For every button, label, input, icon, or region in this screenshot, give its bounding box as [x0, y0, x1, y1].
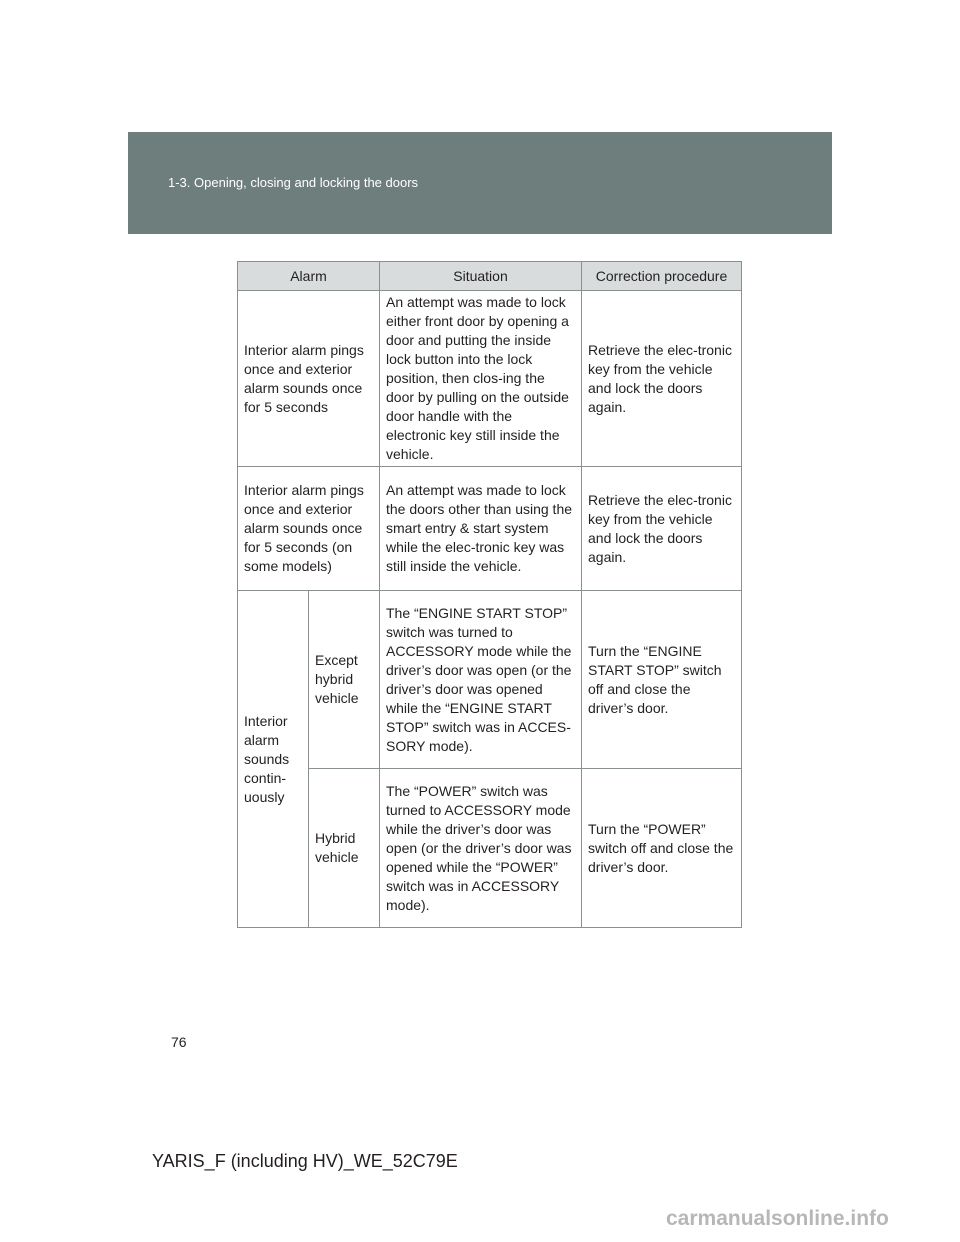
- column-header-correction: Correction procedure: [582, 262, 742, 291]
- table-header-row: [238, 262, 742, 291]
- alarm-table: [237, 261, 742, 928]
- situation-cell: An attempt was made to lock either front door by opening a door and putting the inside lock button into the lock position, then clos-ing the door by pulling on the outside door handle with the electronic key still inside the vehicle.: [380, 291, 582, 467]
- watermark-logo: carmanualsonline.info: [666, 1207, 889, 1230]
- situation-cell: The “ENGINE START STOP” switch was turned to ACCESSORY mode while the driver’s door was open (or the driver’s door was opened while the “ENGINE START STOP” switch was in ACCES-SORY mode).: [380, 591, 582, 769]
- correction-cell: Turn the “POWER” switch off and close the driver’s door.: [582, 769, 742, 928]
- section-header-band: [128, 132, 832, 234]
- column-header-alarm: Alarm: [238, 262, 380, 291]
- table-row: [238, 591, 742, 769]
- column-header-situation: Situation: [380, 262, 582, 291]
- vehicle-type-cell: Hybrid vehicle: [309, 769, 380, 928]
- table-row: [238, 467, 742, 591]
- correction-cell: Retrieve the elec-tronic key from the vehicle and lock the doors again.: [582, 467, 742, 591]
- section-title: 1-3. Opening, closing and locking the doors: [168, 175, 419, 190]
- correction-cell: Retrieve the elec-tronic key from the vehicle and lock the doors again.: [582, 291, 742, 467]
- table-row: [238, 769, 742, 928]
- correction-cell: Turn the “ENGINE START STOP” switch off and close the driver’s door.: [582, 591, 742, 769]
- alarm-cell: Interior alarm pings once and exterior alarm sounds once for 5 seconds (on some models): [238, 467, 380, 591]
- table-row: [238, 291, 742, 467]
- vehicle-type-cell: Except hybrid vehicle: [309, 591, 380, 769]
- page-number: 76: [171, 1034, 187, 1050]
- situation-cell: The “POWER” switch was turned to ACCESSORY mode while the driver’s door was open (or the driver’s door was opened while the “POWER” switch was in ACCESSORY mode).: [380, 769, 582, 928]
- document-id-footer: YARIS_F (including HV)_WE_52C79E: [152, 1151, 458, 1171]
- alarm-cell: Interior alarm pings once and exterior alarm sounds once for 5 seconds: [238, 291, 380, 467]
- alarm-cell: Interior alarm sounds contin-uously: [238, 591, 309, 928]
- situation-cell: An attempt was made to lock the doors other than using the smart entry & start system while the elec-tronic key was still inside the vehicle.: [380, 467, 582, 591]
